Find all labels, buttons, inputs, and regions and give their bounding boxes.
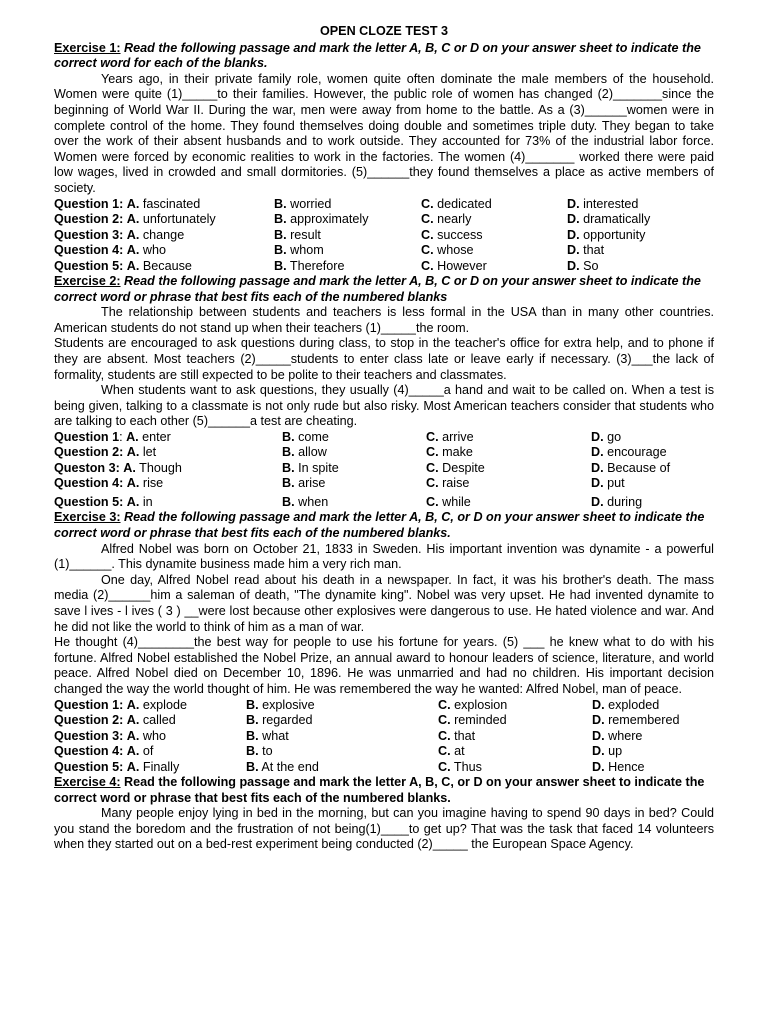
option-a: explode (142, 697, 187, 712)
exercise-2-questions (54, 430, 714, 511)
option-b: to (262, 744, 273, 759)
option-letter-c: C. (426, 429, 439, 444)
option-b: whom (290, 243, 324, 258)
option-d: where (608, 728, 643, 743)
option-a (126, 430, 171, 444)
exercise-3-passage-3: He thought (4)________the best way for people to use his fortune for years. (5) ___ he knew what to do with his fortune. Alfred Nobel established the Nobel Prize, an annual award to honour leaders of science, literature, and world peace. Alfred Nobel died on December 10, 1896. He was unmarried and had no children. His important decision changed the way the world thought of him. He was remembered the way he wanted: Alfred Nobel, man of peace. (54, 635, 714, 696)
exercise-4-instruction: Read the following passage and mark the letter A, B, C, or D on your answer sheet to indicate the correct word or phrase that best fits each of the numbered blanks. (54, 775, 705, 805)
option-letter-a: A. (126, 429, 139, 444)
question-label: Question 2: (54, 445, 124, 460)
option-letter-a: A. (126, 744, 140, 759)
exercise-3-questions (54, 698, 714, 776)
question-label: Question 5: (54, 258, 124, 273)
question-row (54, 228, 714, 244)
exercise-1-questions (54, 197, 714, 275)
exercise-2-label: Exercise 2: (54, 274, 121, 289)
option-letter-b: B. (274, 196, 287, 211)
option-d: So (583, 258, 599, 273)
option-d: put (607, 476, 625, 491)
exercise-2-passage-3: When students want to ask questions, they usually (4)_____a hand and wait to be called on. When a test is being given, talking to a classmate is not only rude but also risky. Most American teachers consider that students who are talking to each other (5)______a test are cheating. (54, 383, 714, 429)
question-label: Question 3: (54, 227, 124, 242)
option-d: encourage (607, 445, 667, 460)
option-letter-d: D. (592, 759, 605, 774)
question-label: Question 4: (54, 243, 124, 258)
question-row (54, 729, 714, 745)
option-c: arrive (442, 429, 474, 444)
option-letter-b: B. (246, 697, 259, 712)
option-c: Thus (453, 759, 482, 774)
option-letter-d: D. (567, 212, 580, 227)
option-d: up (608, 744, 623, 759)
option-letter-a: A. (126, 196, 140, 211)
option-a: Because (142, 258, 192, 273)
option-c: nearly (437, 212, 472, 227)
option-a: Finally (142, 759, 180, 774)
option-c: dedicated (437, 196, 492, 211)
option-letter-a: A. (126, 212, 140, 227)
option-b: regarded (262, 713, 313, 728)
question-row (54, 476, 714, 492)
exercise-2-heading (54, 274, 714, 305)
option-letter-c: C. (438, 697, 451, 712)
option-a: rise (142, 476, 164, 491)
option-letter-a: A. (123, 460, 136, 475)
option-d: opportunity (583, 227, 646, 242)
option-letter-d: D. (592, 728, 605, 743)
option-b: come (298, 429, 329, 444)
option-c: that (454, 728, 476, 743)
question-row (54, 744, 714, 760)
option-a: fascinated (142, 196, 201, 211)
option-b: allow (298, 445, 327, 460)
option-b: result (290, 227, 321, 242)
option-a: let (142, 445, 157, 460)
option-d: during (607, 494, 643, 509)
exercise-3-label: Exercise 3: (54, 510, 121, 525)
question-label: Question 2: (54, 713, 124, 728)
exercise-3-passage-2: One day, Alfred Nobel read about his death in a newspaper. In fact, it was his brother's death. The mass media (2)______him a saleman of death, "The dynamite king". Nobel was very upset. He had invented dynamite to save l ives - l ives ( 3 ) __were lost because other explosives were dangerous to use. He hated violence and war. And he did not like the world to think of him as a man of war. (54, 572, 714, 634)
option-letter-b: B. (246, 713, 259, 728)
option-d: go (607, 429, 622, 444)
option-letter-d: D. (591, 494, 604, 509)
question-label: Question 4: (54, 476, 124, 491)
option-b: Therefore (289, 258, 345, 273)
page-title: OPEN CLOZE TEST 3 (319, 24, 449, 38)
option-letter-d: D. (591, 445, 604, 460)
exercise-2-passage-1: The relationship between students and teachers is less formal in the USA than in many other countries. American students do not stand up when their teachers (1)_____the room. (54, 305, 714, 335)
exercise-2-passage-2: Students are encouraged to ask questions during class, to stop in the teacher's office for extra help, and to phone if they are absent. Most teachers (2)_____students to enter class late or leave early if necessary. (3)___the lack of formality, students are still expected to be polite to their teachers and classmates. (54, 336, 714, 382)
question-row (54, 197, 714, 213)
question-row (54, 760, 714, 776)
option-c: reminded (454, 713, 507, 728)
question-label: Question 5: (54, 494, 124, 509)
option-letter-d: D. (592, 697, 605, 712)
question-label: Question 3: (54, 728, 124, 743)
option-a-text: enter (142, 429, 171, 444)
option-letter-c: C. (421, 227, 434, 242)
question-row (54, 713, 714, 729)
option-letter-a: A. (126, 476, 140, 491)
option-letter-a: A. (126, 697, 140, 712)
option-b: At the end (261, 759, 319, 774)
exercise-1-heading (54, 41, 714, 72)
option-a: change (142, 227, 185, 242)
option-c: raise (442, 476, 470, 491)
option-letter-d: D. (592, 713, 605, 728)
question-row (54, 259, 714, 275)
option-letter-b: B. (274, 227, 287, 242)
option-letter-d: D. (567, 227, 580, 242)
option-c: success (437, 227, 483, 242)
option-letter-b: B. (274, 243, 287, 258)
option-letter-d: D. (567, 258, 580, 273)
option-b: In spite (298, 460, 339, 475)
option-letter-a: A. (126, 258, 140, 273)
question-label: Question 1 (54, 429, 120, 444)
exercise-3-passage-1: Alfred Nobel was born on October 21, 1833 in Sweden. His important invention was dynamite - a powerful (1)______. This dynamite business made him a very rich man. (54, 541, 714, 572)
worksheet (54, 24, 714, 853)
option-a: Though (139, 460, 182, 475)
question-row (54, 212, 714, 228)
option-letter-a: A. (126, 713, 140, 728)
question-label: Question 5: (54, 759, 124, 774)
exercise-1-label: Exercise 1: (54, 40, 121, 55)
question-row (54, 698, 714, 714)
option-d: Because of (607, 460, 671, 475)
option-letter-c: C. (426, 476, 439, 491)
option-a: of (142, 744, 154, 759)
option-d: that (583, 243, 605, 258)
question-label: Question 4: (54, 744, 124, 759)
option-d: remembered (608, 713, 680, 728)
option-letter-c: C. (421, 243, 434, 258)
exercise-4-heading (54, 775, 714, 806)
option-letter-c: C. (426, 460, 439, 475)
question-row (54, 461, 714, 477)
exercise-3-heading (54, 510, 714, 541)
option-letter-b: B. (282, 494, 295, 509)
question-row (54, 445, 714, 461)
option-letter-b: B. (274, 212, 287, 227)
question-label: Question 2: (54, 212, 124, 227)
option-letter-d: D. (591, 460, 604, 475)
question-row (54, 495, 714, 511)
option-a: in (142, 494, 153, 509)
option-letter-a: A. (126, 227, 140, 242)
option-b: approximately (290, 212, 369, 227)
option-c: However (437, 258, 487, 273)
option-b: explosive (262, 697, 315, 712)
option-c: while (442, 494, 471, 509)
question-row (54, 243, 714, 259)
option-a: who (142, 728, 166, 743)
option-letter-a: A. (126, 243, 140, 258)
option-a: called (142, 713, 176, 728)
option-letter-b: B. (282, 460, 295, 475)
option-b: arise (298, 476, 326, 491)
option-letter-b: B. (282, 429, 295, 444)
option-a: who (142, 243, 166, 258)
option-letter-a: A. (126, 494, 140, 509)
option-d: exploded (608, 697, 660, 712)
option-c: at (454, 744, 465, 759)
option-c: make (442, 445, 473, 460)
option-letter-b: B. (246, 728, 259, 743)
option-letter-d: D. (591, 429, 604, 444)
option-d: interested (583, 196, 639, 211)
option-letter-b: B. (282, 445, 295, 460)
option-letter-c: C. (438, 744, 451, 759)
option-letter-d: D. (567, 196, 580, 211)
exercise-1-instruction: Read the following passage and mark the letter A, B, C or D on your answer sheet to indicate the correct word for each of the blanks. (54, 40, 701, 71)
option-letter-c: C. (438, 713, 451, 728)
option-letter-c: C. (421, 196, 434, 211)
option-letter-b: B. (282, 476, 295, 491)
option-letter-c: C. (426, 494, 439, 509)
exercise-3-instruction: Read the following passage and mark the letter A, B, C, or D on your answer sheet to indicate the correct word or phrase that best fits each of the numbered blanks. (54, 510, 705, 541)
option-b: what (262, 728, 289, 743)
question-label: Question 1: (54, 196, 124, 211)
option-c: Despite (442, 460, 485, 475)
option-b: when (298, 494, 329, 509)
option-letter-b: B. (274, 258, 287, 273)
option-letter-c: C. (438, 728, 451, 743)
option-letter-d: D. (592, 744, 605, 759)
exercise-4-label: Exercise 4: (54, 775, 121, 790)
option-a: unfortunately (142, 212, 216, 227)
option-letter-d: D. (591, 476, 604, 491)
option-letter-b: B. (246, 744, 259, 759)
question-label: Question 1: (54, 697, 124, 712)
option-letter-c: C. (421, 212, 434, 227)
option-letter-a: A. (126, 759, 140, 774)
option-d: dramatically (583, 212, 651, 227)
exercise-2-instruction: Read the following passage and mark the letter A, B, C or D on your answer sheet to indicate the correct word or phrase that best fits each of the numbered blanks (54, 274, 701, 304)
option-letter-a: A. (126, 728, 140, 743)
option-letter-a: A. (126, 445, 140, 460)
option-d: Hence (608, 759, 645, 774)
option-letter-c: C. (438, 759, 451, 774)
question-row: Question 1: A. enter B. come C. arrive D. go (54, 429, 622, 444)
exercise-4-passage: Many people enjoy lying in bed in the morning, but can you imagine having to spend 90 days in bed? Could you stand the boredom and the frustration of not being(1)____to get up? That was the task that faced 14 volunteers when they started out on a bed-rest experiment being conducted (2)_____ the European Space Agency. (54, 806, 714, 852)
option-b: worried (290, 196, 332, 211)
option-c: explosion (454, 697, 508, 712)
exercise-1-passage: Years ago, in their private family role, women quite often dominate the male members of the household. Women were quite (1)_____to their families. However, the public role of women has changed (2)_______since the beginning of World War II. During the war, men were away from home to the battle. As a (3)______women were in complete control of the home. They found themselves doing double and sometimes triple duty. They began to take over the work of their absent husbands and to work outside. They accounted for 73% of the industrial labor force. Women were forced by economic realities to work in the factories. The women (4)_______ worked there were paid low wages, lived in crowded and small dormitories. (5)______they found themselves a place as active members of society. (54, 71, 714, 195)
option-letter-d: D. (567, 243, 580, 258)
option-letter-c: C. (421, 258, 434, 273)
option-letter-b: B. (246, 759, 259, 774)
option-c: whose (437, 243, 474, 258)
question-label: Queston 3: (54, 460, 120, 475)
option-letter-c: C. (426, 445, 439, 460)
